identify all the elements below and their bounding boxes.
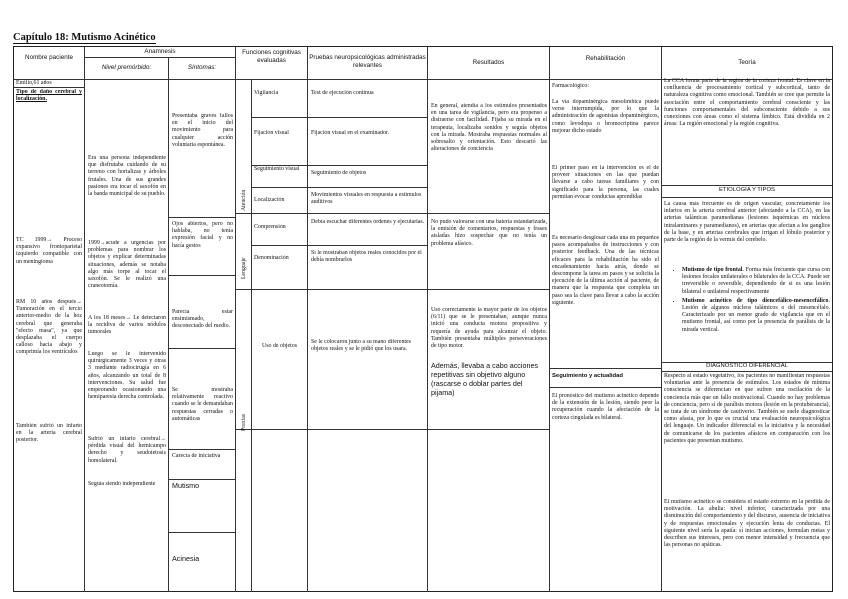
symptom-6: Mutismo — [172, 482, 200, 490]
summary-table — [13, 46, 833, 592]
theory-etiology: La causa más frecuente es de origen vascular, concretamente los infartos en la arteria cerebral anterior (afectando a la CCA), en las arterias talámicas paramedianas (lesiones isquémicas en núcleos intralaminares y paramedianos), en arterias que afectan a los ganglios de la base, y en arterias cerebrales que irrigan el lóbulo posterior y parte de la región de la vermis del cerebelo. — [664, 201, 830, 244]
col-divider — [84, 47, 85, 592]
header-premorbid: Nivel premórbido: — [101, 64, 152, 71]
premorbid-p6: Seguía siendo independiente — [88, 481, 156, 487]
function-comprension: Comprensión — [254, 224, 286, 230]
theory-type-diencefalico: • Mutismo acinético de tipo diencefálico-mesencefálico. Lesión de algunos núcleos talámicos o del mesencéfalo. Caracterizado por un menor grado de vigilancia que en el mutismo frontal, así como por la presencia de parálisis de la mirada vertical. — [682, 298, 830, 334]
function-denominacion: Denominación — [254, 255, 289, 261]
domain-atencion: Atención — [241, 189, 247, 211]
premorbid-p2: 1999→acude a urgencias por problemas para nombrar los objetos y explicar determinadas situaciones, además se notaba algo más torpe al tocar el saxofón. Se le realizó una craneotomía. — [88, 240, 166, 290]
row-divider — [168, 217, 235, 218]
symptom-4: Se mostraba relativamente reactivo cuando se le demandaban respuestas cerradas o automáticas — [172, 387, 233, 422]
symptom-2: Ojos abiertos, pero no hablaba, no tenía expresión facial y no hacía gestos — [172, 221, 233, 249]
header-symptoms: Síntomas: — [187, 64, 217, 71]
rehab-pharma: La vía dopaminérgica mesolímbica puede verse interrumpida, por lo que la administración de agonistas dopaminérgicos, como levodopa o bromocriptina parece mejorar dicho estado — [552, 99, 659, 134]
patient-tc: TC 1999→ Proceso expansivo frontoparietal izquierdo compatible con un meningioma — [16, 237, 82, 265]
col-divider — [307, 47, 308, 592]
symptom-3: Parecía estar ensimismado, desconectado del medio. — [172, 309, 233, 330]
result-praxis-extra: Además, llevaba a cabo acciones repetitivas sin objetivo alguno (rascarse o doblar partes del pijama) — [431, 361, 539, 397]
damage-label: Tipo de daño cerebral y localización. — [16, 89, 82, 103]
premorbid-p4: Luego se le intervenido quirúrgicamente 3 veces y otras 3 mediante radiocirugía en 6 años, alcanzando un total de 8 intervenciones. Su salud fue empeorando ocasionando una hemiparesia derecha controlada. — [88, 351, 166, 401]
row-divider — [168, 449, 235, 450]
patient-infarct: También sufrió un infarto en la arteria cerebral posterior. — [16, 423, 82, 444]
rehab-followup-label: Seguimiento y actualidad — [552, 373, 624, 379]
row-divider — [168, 275, 235, 276]
symptom-7: Acinesia — [172, 555, 200, 563]
header-tests: Pruebas neuropsicológicas administradas relevantes — [309, 54, 426, 69]
row-divider — [251, 187, 427, 188]
row-divider — [168, 479, 235, 480]
row-divider — [235, 429, 549, 430]
col-divider — [251, 79, 252, 592]
row-divider — [549, 387, 661, 388]
rehab-breakdown: Es necesario desglosar cada una en pequeños pasos acompañados de instrucciones y con posterior feedback. Una de las técnicas eficaces para la rehabilitación ha sido el encadenamiento hacia atrás, donde se descompone la tarea en pasos y se solicita la ejecución de la última acción al paciente, de manera que la respuesta que completa un paso sea la clave para llevar a cabo la acción siguiente. — [552, 235, 659, 306]
result-praxis: Usó correctamente la mayor parte de los objetos (6/11) que se le presentaban, aunque nunca inició una conducta motora propositiva y requería de ayuda para alcanzar el objeto. También presentaba múltiples perseveraciones de tipo motor. — [431, 307, 547, 350]
col-divider — [235, 47, 236, 592]
header-anamnesis: Anamnesis — [144, 48, 176, 55]
row-divider — [549, 368, 661, 369]
domain-praxias: Praxias — [241, 413, 247, 431]
function-fijacion: Fijación visual — [254, 130, 289, 136]
test-4: Movimientos visuales en respuesta a estímulos auditivos — [311, 192, 422, 206]
premorbid-p3: A los 18 meses→ Le detectaron la recidiva de varios nódulos tumorales — [88, 315, 166, 336]
header-rehab: Rehabilitación — [585, 55, 626, 62]
row-divider — [661, 371, 832, 372]
function-localizacion: Localización — [254, 197, 285, 203]
patient-name: Emilio,61 años — [16, 80, 52, 86]
row-divider — [84, 57, 235, 58]
page-title: Capítulo 18: Mutismo Acinético — [13, 32, 156, 43]
theory-diff-title: DIAGNÓSTICO DIFERENCIAL — [706, 363, 788, 369]
symptom-5: Carecía de iniciativa — [172, 453, 221, 459]
theory-diff-2: El mutismo acinético se considera el estado extremo en la pérdida de motivación. La abulia: nivel inferior, caracterizada por una disminución del comportamiento y del discurso, ausencia de iniciativa y de respuestas emocionales y ejecución lenta de conductas. El siguiente nivel sería la apatía: sí inician acciones, formulan metas y describen sus intereses, pero con menor intensidad y frecuencia que las personas no apáticas. — [664, 499, 830, 549]
result-language: No pudo valorarse con una batería estandarizada, la emisión de comentarios, respuestas y frases aisladas hizo sospechar que no tenía un problema afásico. — [431, 219, 547, 247]
row-divider — [235, 289, 549, 290]
theory-type-frontal: • Mutismo de tipo frontal. Forma más frecuente que cursa con lesiones focales unilaterales o bilaterales de la CCA. Puede ser irreversible o reversible, dependiendo de si es una lesión bilateral o unilateral respectivamente — [682, 267, 830, 296]
rehab-pharma-label: Farmacológico: — [552, 83, 589, 89]
function-uso-objetos: Uso de objetos — [262, 343, 298, 349]
header-results: Resultados — [472, 59, 505, 66]
test-3: Seguimiento de objetos — [311, 170, 367, 176]
header-patient: Nombre paciente — [25, 54, 73, 61]
header-theory: Teoría — [738, 59, 756, 66]
test-2: Fijación visual en el examinador. — [311, 130, 390, 136]
col-divider — [427, 47, 428, 592]
test-5: Debía escuchar diferentes órdenes y ejecutarlas. — [311, 219, 425, 225]
premorbid-p1: Era una persona independiente que disfrutaba cuidando de su terreno con hortalizas y árboles frutales. Una de sus grandes pasiones era tocar el saxofón en la banda municipal de su pueblo. — [88, 155, 166, 198]
row-divider — [168, 348, 235, 349]
symptom-1: Presentaba graves fallos en el inicio del movimiento para cualquier acción voluntaria espontánea. — [172, 113, 233, 148]
theory-types — [664, 265, 830, 336]
col-divider — [168, 57, 169, 592]
result-attention: En general, atendía a los estímulos presentados en una tarea de vigilancia, pero era propenso a distraerse con facilidad. Fijaba su mirada en el terapeuta, localizaba sonidos y seguía objetos con la mirada. Mostraba respuestas normales al sobresalto y orientación. Esto descartó las alteraciones de conciencia — [431, 103, 547, 153]
test-1: Test de ejecución continua — [311, 90, 374, 96]
test-7: Se le colocaron junto a su mano diferentes objetos reales y se le pidió que los usara. — [311, 339, 411, 353]
row-divider — [661, 185, 832, 186]
col-divider — [661, 47, 662, 592]
patient-rm: RM 10 años después→ Tumoración en el tercio anterior-medio de la hoz cerebral que generaba "efecto masa", ya que desplazaba el cuerpo calloso hacia abajo y comprimía los ventrículos — [16, 299, 82, 356]
row-divider — [661, 197, 832, 198]
theory-intro: La CCA forma parte de la región de la corteza frontal. Es clave en la confluencia de procesamiento cortical y subcortical, tanto de naturaleza cognitiva como emocional. También se cree que permite la asociación entre el comportamiento cerebral consciente y las funciones comportamentales del subconsciente debido a sus conexiones con áreas como el sistema límbico. Está dividida en 2 áreas: La región emocional y la región cognitiva. — [664, 78, 830, 128]
col-divider — [549, 47, 550, 592]
header-functions: Funciones cognitivas evaluadas — [242, 49, 301, 64]
theory-types-list — [674, 267, 830, 334]
premorbid-p5: Sufrió un infarto cerebral→ pérdida visual del hemicampo derecho y seudotetosis homolateral. — [88, 436, 166, 464]
test-6: Sí le mostraban objetos reales conocidos por él debía nombrarlos — [311, 250, 422, 264]
rehab-followup: El pronóstico del mutismo acinético depende de la extensión de la lesión, siendo peor la recuperación cuando la afectación de la corteza cingulada es bilateral. — [552, 393, 659, 421]
row-divider — [235, 213, 549, 214]
rehab-first-step: El primer paso en la intervención es el de proveer situaciones en las que puedan llevarse a cabo tareas familiares y con significado para la persona, las cuales permitan evocar conductas aprendidas — [552, 165, 659, 200]
row-divider — [251, 117, 427, 118]
domain-lenguaje: Lenguaje — [241, 257, 247, 279]
theory-diff-1: Respecto al estado vegetativo, los pacientes no manifiestan respuestas voluntarias ante la presencia de estímulos. Los estados de mínima consciencia se diferencian en que sufren una oscilación de la conciencia más que un fallo motivacional. Cuando no hay problemas de conciencia, pero sí de parálisis motora (lesión en la protuberancia), se trata de un síndrome de cautiverio. También se suele diagnosticar como afasia, por lo que es crucial una evaluación neuropsicológica del lenguaje. Un indicador diferencial es la iniciativa y la necesidad de comunicarse de los pacientes afásicos en comparación con los pacientes que presentan mutismo. — [664, 373, 830, 444]
function-seguimiento: Seguimiento visual — [254, 166, 300, 172]
row-divider — [168, 532, 235, 533]
theory-etiology-title: ETIOLOGÍA Y TIPOS — [719, 187, 775, 193]
row-divider — [251, 245, 427, 246]
function-vigilancia: Vigilancia — [254, 90, 279, 96]
